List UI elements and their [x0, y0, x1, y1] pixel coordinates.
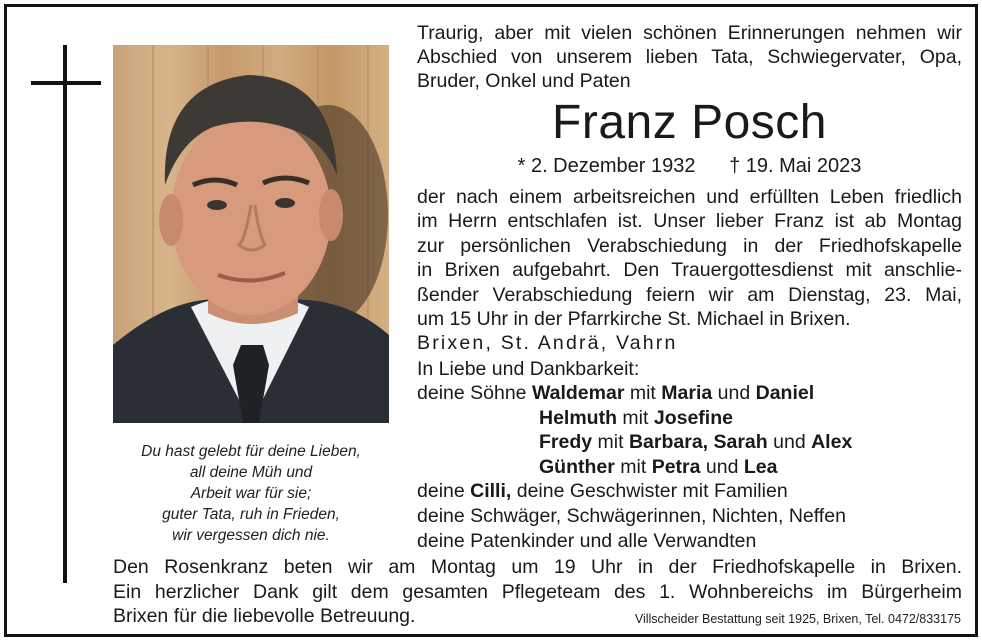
partner-name: Barbara, Sarah	[628, 431, 768, 454]
sons-prefix: deine Söhne	[417, 382, 527, 404]
child-name: Daniel	[755, 382, 815, 404]
child-name: Lea	[743, 455, 778, 478]
birth-date: * 2. Dezember 1932	[517, 155, 696, 177]
poem-line: Arbeit war für sie;	[190, 485, 312, 502]
relatives-list	[417, 381, 852, 553]
relative-row	[417, 381, 852, 406]
cross-icon	[63, 45, 67, 583]
partner-name: Petra	[651, 455, 701, 478]
connector: mit	[622, 406, 649, 429]
intro-text	[417, 21, 962, 93]
intro-line: Traurig, aber mit vielen schönen Erinnerungen nehmen wir	[417, 22, 962, 44]
connector: und	[773, 431, 806, 454]
closing-line: Ein herzlicher Dank gilt dem gesamten Pflegeteam des 1. Wohnbereichs im Bürgerheim	[113, 580, 962, 603]
body-line: ßender Verabschiedung feiern wir am Dienstag, 23. Mai,	[417, 283, 962, 306]
body-line: in Brixen aufgebahrt. Den Trauergottesdienst mit anschlie-	[417, 259, 962, 282]
connector: und	[717, 382, 751, 404]
relative-row	[417, 479, 852, 504]
relative-row	[417, 406, 852, 431]
son-name: Helmuth	[539, 406, 617, 429]
places: Brixen, St. Andrä, Vahrn	[417, 332, 678, 354]
partner-name: Maria	[661, 382, 713, 404]
son-name: Fredy	[539, 431, 593, 454]
relative-row: deine Patenkinder und alle Verwandten	[417, 529, 757, 552]
relative-row	[417, 430, 852, 455]
son-name: Waldemar	[531, 382, 625, 404]
closing-line: Den Rosenkranz beten wir am Montag um 19 Uhr in der Friedhofskapelle in Brixen.	[113, 556, 962, 578]
relative-row: deine Schwäger, Schwägerinnen, Nichten, Neffen	[417, 504, 846, 527]
son-name: Günther	[539, 455, 615, 478]
connector: deine	[417, 480, 465, 503]
body-line: um 15 Uhr in der Pfarrkirche St. Michael in Brixen.	[417, 308, 851, 331]
deceased-name: Franz Posch	[552, 96, 827, 149]
poem-line: wir vergessen dich nie.	[172, 527, 330, 544]
connector: und	[705, 455, 739, 478]
body-line: im Herrn entschlafen ist. Unser lieber Franz ist ab Montag	[417, 210, 962, 233]
poem-line: all deine Müh und	[189, 464, 313, 481]
connector: mit	[629, 382, 656, 404]
funeral-home-footer: Villscheider Bestattung seit 1925, Brixen, Tel. 0472/833175	[634, 612, 961, 626]
child-name: Alex	[811, 431, 853, 454]
connector: mit	[597, 431, 624, 454]
body-line: zur persönlichen Verabschiedung in der Friedhofskapelle	[417, 234, 962, 257]
portrait-photo	[113, 45, 389, 423]
relative-text: deine Geschwister mit Familien	[516, 480, 788, 503]
wife-name: Cilli,	[470, 480, 512, 503]
obituary-card	[4, 4, 978, 637]
life-dates	[417, 153, 962, 179]
closing-line: Brixen für die liebevolle Betreuung.	[113, 605, 416, 628]
poem	[113, 441, 389, 546]
poem-line: Du hast gelebt für deine Lieben,	[141, 443, 361, 460]
announcement-text	[417, 185, 962, 331]
poem-line: guter Tata, ruh in Frieden,	[162, 506, 340, 523]
cross-icon-bar	[31, 81, 101, 85]
relative-row	[417, 455, 852, 480]
intro-line: Abschied von unserem lieben Tata, Schwiegervater, Opa,	[417, 46, 962, 68]
intro-line: Bruder, Onkel und Paten	[417, 70, 631, 92]
partner-name: Josefine	[653, 406, 733, 429]
body-line: der nach einem arbeitsreichen und erfüllten Leben friedlich	[417, 186, 962, 208]
thanks-heading: In Liebe und Dankbarkeit:	[417, 358, 640, 380]
connector: mit	[620, 455, 647, 478]
death-date: † 19. Mai 2023	[729, 155, 862, 177]
